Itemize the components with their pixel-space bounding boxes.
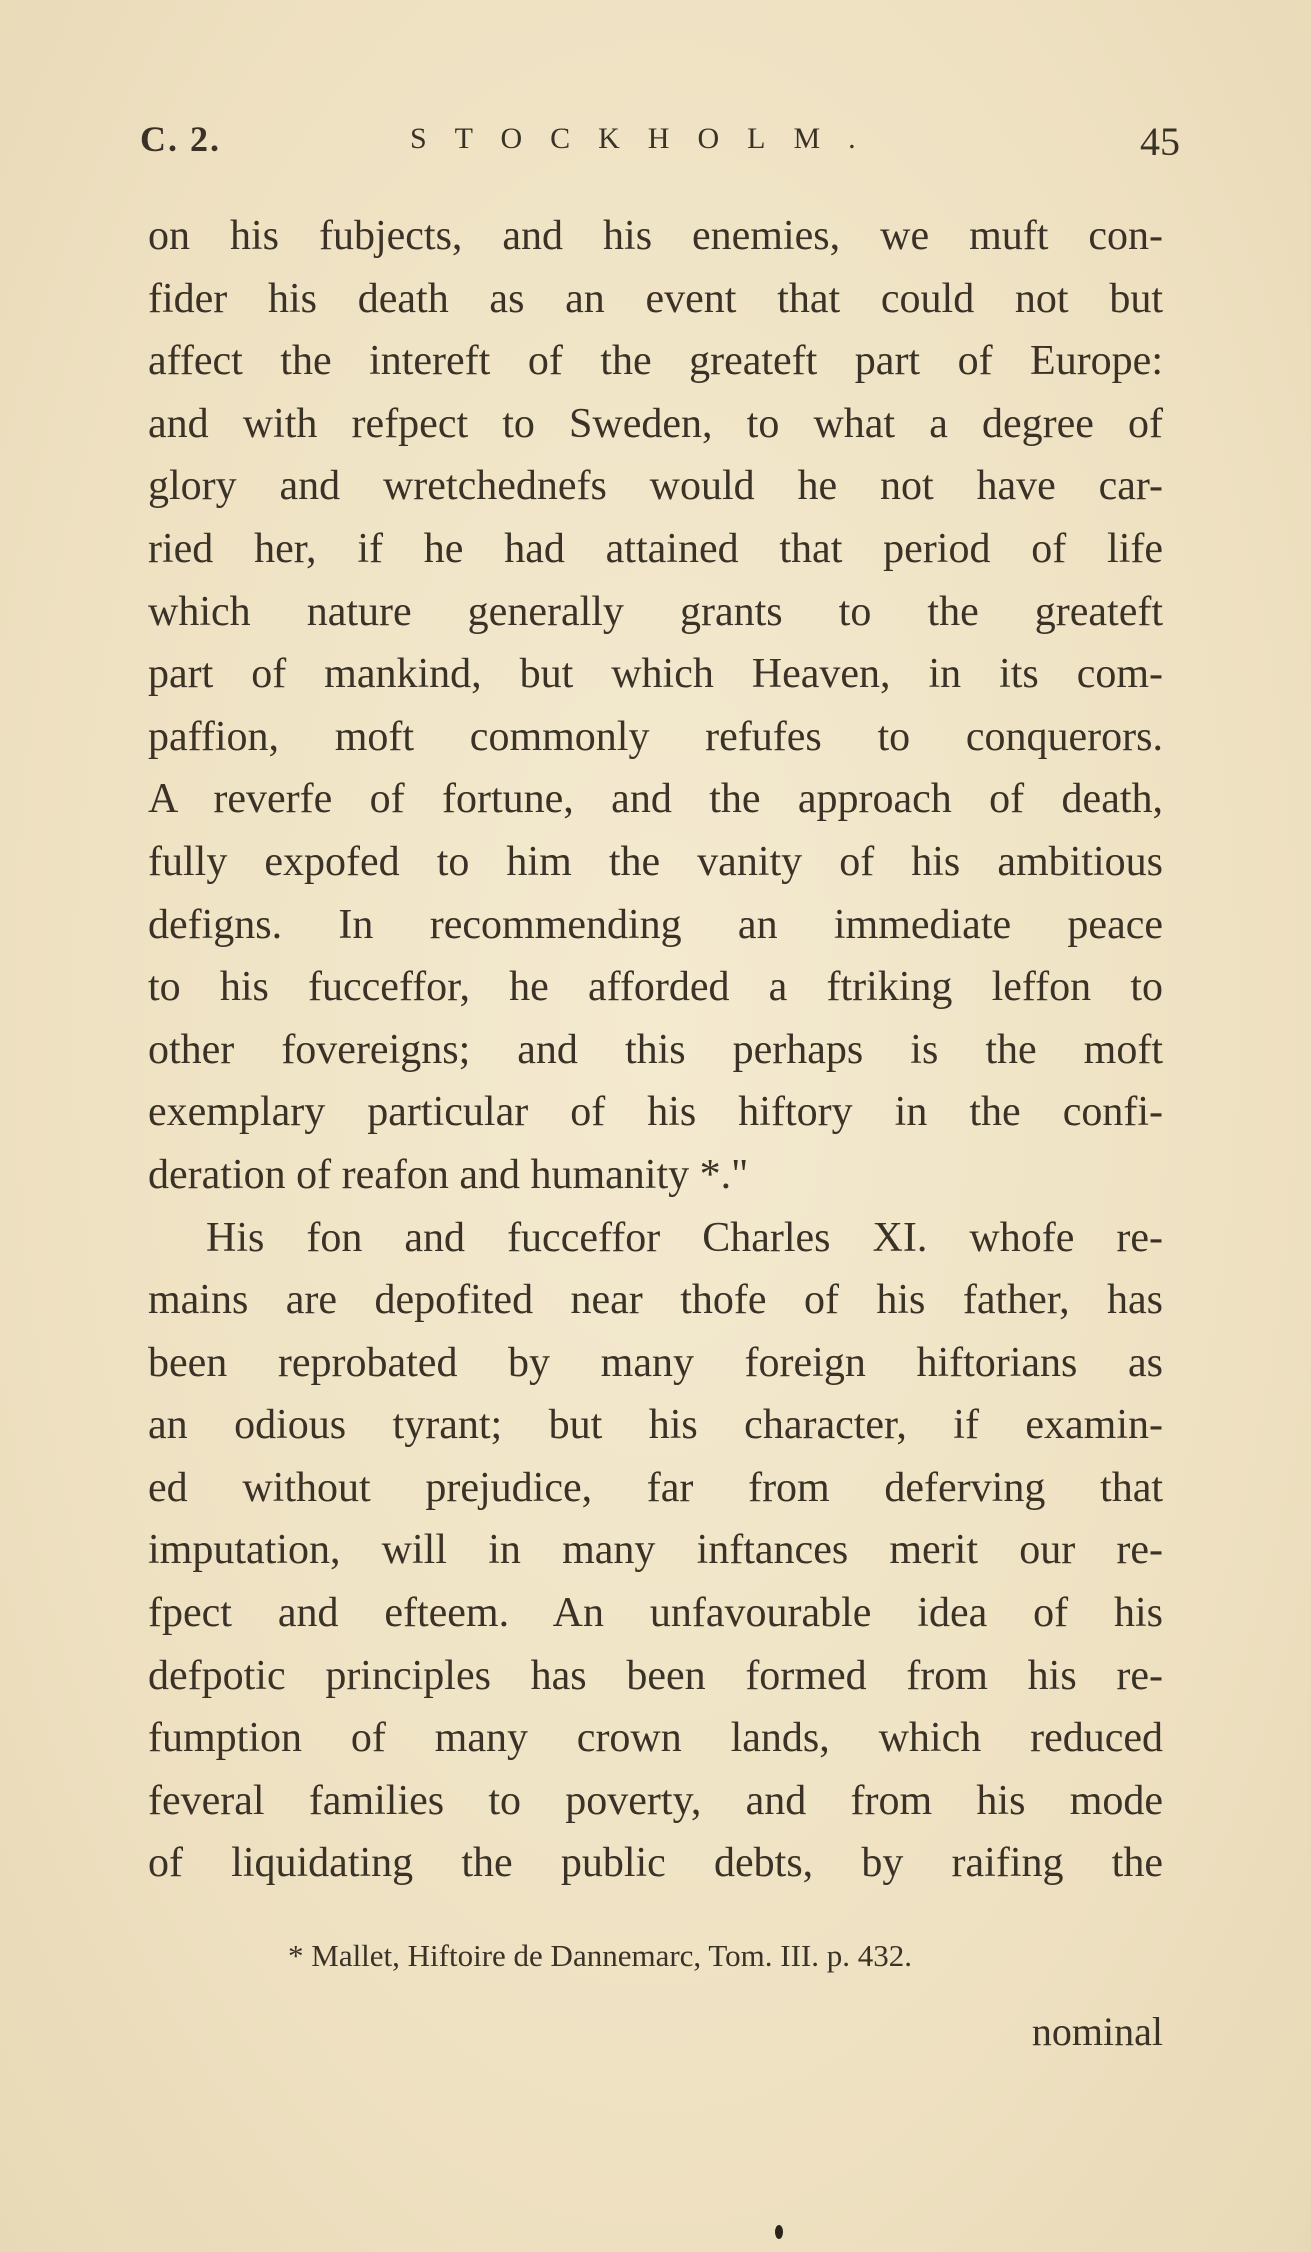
text-line: which nature generally grants to the greateft bbox=[148, 588, 1163, 635]
text-line: defigns. In recommending an immediate peace bbox=[148, 901, 1163, 948]
text-line: ried her, if he had attained that period of life bbox=[148, 525, 1163, 572]
running-title: STOCKHOLM. bbox=[410, 122, 884, 155]
text-line: and with refpect to Sweden, to what a degree of bbox=[148, 400, 1163, 447]
text-line: defpotic principles has been formed from his re- bbox=[148, 1652, 1163, 1699]
text-line: A reverfe of fortune, and the approach of death, bbox=[148, 776, 1163, 823]
text-line: mains are depofited near thofe of his father, has bbox=[148, 1277, 1163, 1324]
text-line: affect the intereft of the greateft part of Europe: bbox=[148, 338, 1163, 385]
ink-speck bbox=[775, 2225, 783, 2239]
text-line: paffion, moft commonly refufes to conquerors. bbox=[148, 713, 1163, 760]
chapter-marker: C. 2. bbox=[140, 119, 221, 159]
text-line: on his fubjects, and his enemies, we muft con- bbox=[148, 213, 1163, 259]
text-line: fumption of many crown lands, which reduced bbox=[148, 1715, 1163, 1762]
text-line: been reprobated by many foreign hiftorians as bbox=[148, 1339, 1163, 1386]
text-line: ed without prejudice, far from deferving that bbox=[148, 1464, 1163, 1511]
running-header bbox=[140, 118, 1180, 178]
footnote: * Mallet, Hiftoire de Dannemarc, Tom. III. p. 432. bbox=[288, 1938, 912, 1973]
text-line: feveral families to poverty, and from his mode bbox=[148, 1777, 1163, 1824]
text-line: glory and wretchednefs would he not have car- bbox=[148, 463, 1163, 510]
text-line: to his fucceffor, he afforded a ftriking leffon to bbox=[148, 964, 1163, 1011]
text-line: of liquidating the public debts, by raifing the bbox=[148, 1840, 1163, 1887]
catchword: nominal bbox=[1031, 2009, 1163, 2054]
text-line: fully expofed to him the vanity of his ambitious bbox=[148, 838, 1163, 885]
text-line: fpect and efteem. An unfavourable idea of his bbox=[148, 1590, 1163, 1637]
paragraph-start-line: His fon and fucceffor Charles XI. whofe re- bbox=[206, 1214, 1163, 1261]
text-line: fider his death as an event that could not but bbox=[148, 275, 1163, 322]
text-line: exemplary particular of his hiftory in the confi- bbox=[148, 1089, 1163, 1136]
text-line: part of mankind, but which Heaven, in its com- bbox=[148, 651, 1163, 698]
text-line: imputation, will in many inftances merit our re- bbox=[148, 1527, 1163, 1574]
text-line: other fovereigns; and this perhaps is the moft bbox=[148, 1026, 1163, 1073]
body-text bbox=[148, 205, 1163, 1895]
text-line: an odious tyrant; but his character, if examin- bbox=[148, 1402, 1163, 1449]
page-number: 45 bbox=[1140, 119, 1180, 164]
text-line: deration of reafon and humanity *." bbox=[148, 1151, 749, 1198]
